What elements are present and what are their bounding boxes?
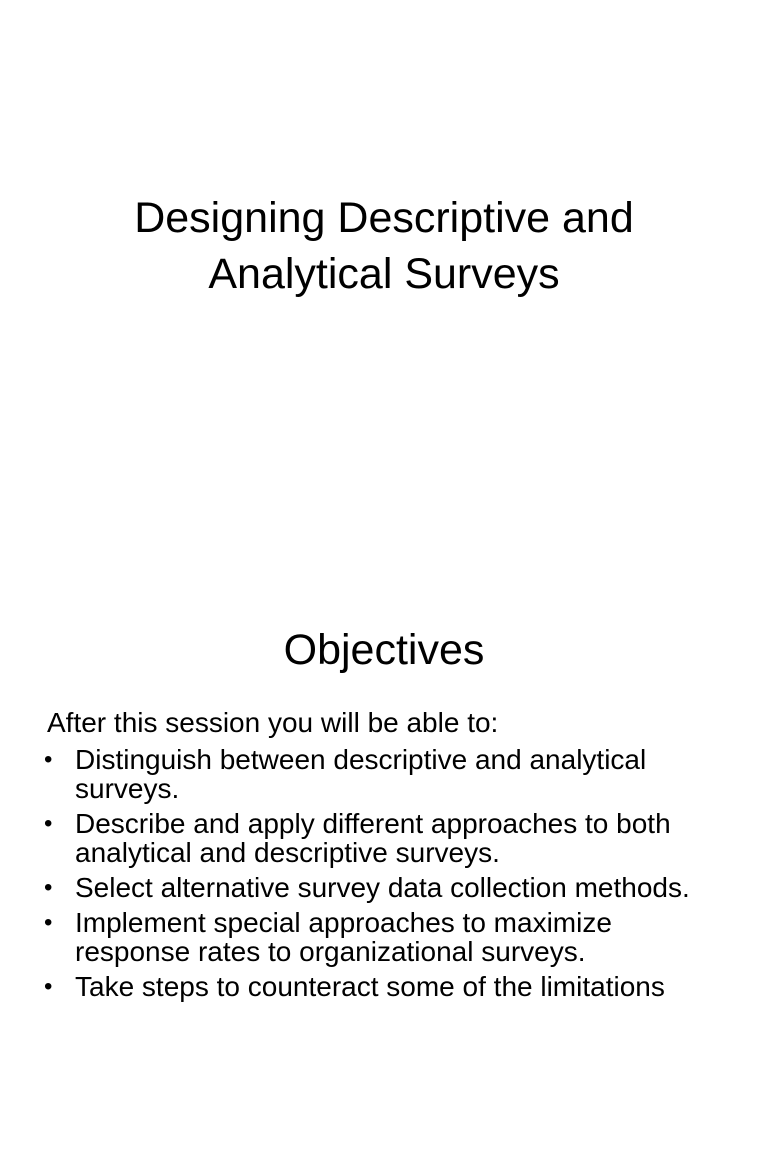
slide-title	[0, 190, 768, 302]
bullet-icon: •	[44, 746, 53, 773]
bullet-icon: •	[44, 909, 53, 936]
bullet-icon: •	[44, 874, 53, 901]
bullet-icon: •	[44, 810, 53, 837]
bullet-icon: •	[44, 973, 53, 1000]
list-item	[44, 745, 734, 803]
title-line-2: Analytical Surveys	[208, 250, 560, 298]
objectives-list	[44, 745, 734, 1007]
objectives-title: Objectives	[283, 626, 485, 674]
list-item	[44, 908, 734, 966]
list-item-text: Select alternative survey data collection methods.	[75, 872, 690, 903]
list-item-text: Take steps to counteract some of the limitations	[75, 971, 665, 1002]
list-item	[44, 873, 734, 902]
objectives-slide	[0, 576, 768, 1152]
objectives-intro: After this session you will be able to:	[47, 707, 499, 738]
list-item	[44, 972, 734, 1001]
list-item	[44, 809, 734, 867]
list-item-text: Implement special approaches to maximize response rates to organizational surveys.	[75, 907, 612, 967]
list-item-text: Distinguish between descriptive and analytical surveys.	[75, 744, 647, 804]
list-item-text: Describe and apply different approaches to both analytical and descriptive surveys.	[75, 808, 671, 868]
title-line-1: Designing Descriptive and	[134, 194, 634, 242]
